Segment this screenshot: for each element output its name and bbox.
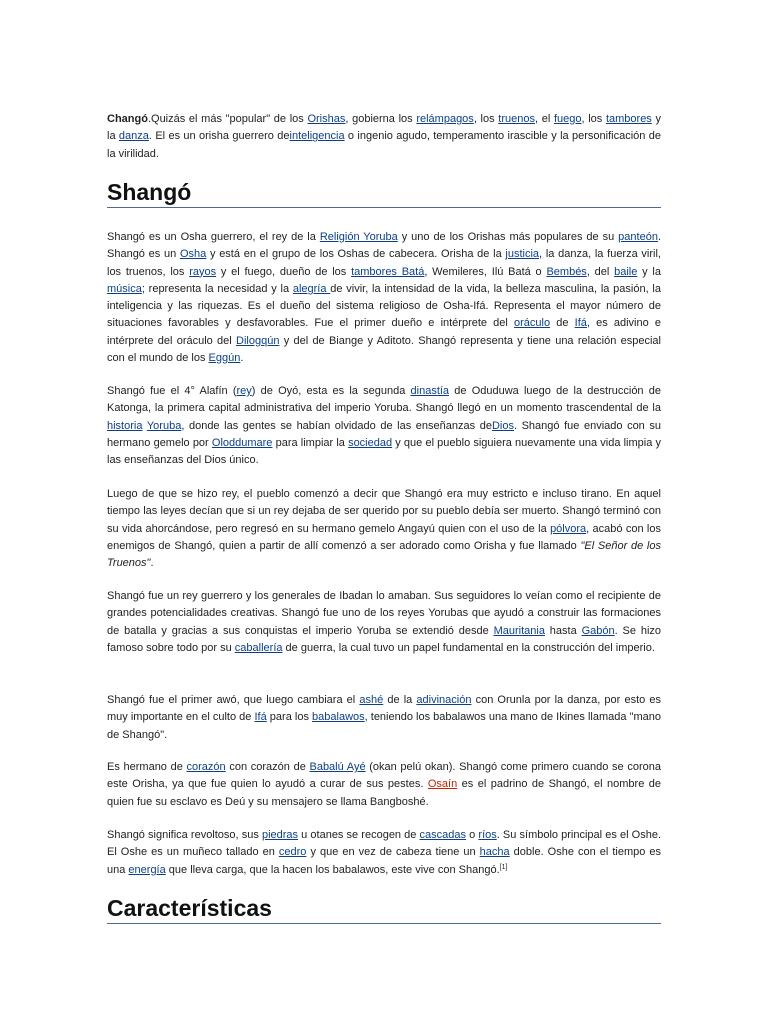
text-run: y que el pueblo siguiera nuevamente una vida limpia y las enseñanzas del Dios único. xyxy=(107,436,662,467)
wiki-link[interactable]: justicia xyxy=(505,248,540,261)
wiki-link[interactable]: baile xyxy=(614,265,638,278)
wiki-link[interactable]: cascadas xyxy=(419,829,467,841)
wiki-link[interactable]: sociedad xyxy=(348,436,393,449)
italic-quote: "El Señor de los Truenos" xyxy=(107,539,661,570)
text-run: de xyxy=(550,317,575,330)
text-run: Shangó es un Osha guerrero, el rey de la xyxy=(107,231,320,243)
text-run: , es adivino e intérprete del oráculo del xyxy=(107,317,661,347)
text-run: . xyxy=(240,352,244,365)
text-run: doble. Oshe con el tiempo es una xyxy=(107,846,661,876)
text-run: . Su símbolo principal es el Oshe. El Oshe es un muñeco tallado en xyxy=(107,829,662,859)
text-run: y uno de los Orishas más populares de su xyxy=(397,231,619,243)
text-run: u otanes se recogen de xyxy=(298,829,420,841)
wiki-link[interactable]: Eggún xyxy=(208,352,241,365)
wiki-link[interactable]: dinastía xyxy=(410,385,450,397)
text-run: y la xyxy=(637,265,661,278)
wiki-link[interactable]: energía xyxy=(128,863,166,876)
wiki-link[interactable]: pólvora xyxy=(550,522,587,535)
text-run: , los xyxy=(581,113,606,125)
wiki-link[interactable]: panteón xyxy=(618,231,658,243)
text-run: , acabó con los enemigos de Shangó, quien a partir de allí comenzó a ser adorado como Orisha y fue llamado xyxy=(107,522,661,552)
text-run: Es hermano de xyxy=(107,761,187,773)
text-run: y está en el grupo de los Oshas de cabecera. Orisha de la xyxy=(206,248,506,261)
text-run: o ingenio agudo, temperamento irascible y la personificación de la virilidad. xyxy=(107,130,661,160)
text-run: y que en vez de cabeza tiene un xyxy=(306,846,480,859)
text-run: ) de Oyó, esta es la segunda xyxy=(251,385,411,397)
text-run: y del de Biange y Aditoto. Shangó representa y tiene una relación especial con el mundo de los xyxy=(107,334,661,365)
wiki-link[interactable]: Osaín xyxy=(427,778,458,791)
paragraph-4 xyxy=(107,588,661,657)
paragraph-2 xyxy=(107,383,661,469)
text-run: es el padrino de Shangó, el nombre de quien fue su esclavo es Deú y su mensajero se llama Bangboshé. xyxy=(107,778,662,808)
text-run: , la danza, la fuerza viril, los truenos, los xyxy=(107,248,661,278)
wiki-link[interactable]: historia xyxy=(107,419,143,432)
heading-caracteristicas: Características xyxy=(107,894,661,924)
text-run: , del xyxy=(586,265,615,278)
bold-term: Changó xyxy=(107,113,148,125)
text-run: para los xyxy=(266,711,313,724)
wiki-link[interactable]: Religión Yoruba xyxy=(319,231,398,243)
wiki-link[interactable]: tambores Batá xyxy=(351,265,425,278)
paragraph-3 xyxy=(107,486,661,572)
wiki-link[interactable]: Dilogqún xyxy=(236,334,280,347)
wiki-link[interactable]: corazón xyxy=(186,761,226,773)
text-run: . Se hizo famoso sobre todo por su xyxy=(107,624,662,654)
text-run: de Oduduwa luego de la destrucción de Katonga, la primera capital administrativa del imperio Yoruba. Shangó llegó en un momento trascendental de la xyxy=(107,385,661,415)
text-run: . Shangó fue enviado con su hermano gemelo por xyxy=(107,419,661,449)
wiki-link[interactable]: Babalú Ayé xyxy=(309,761,366,773)
wiki-link[interactable]: música xyxy=(107,282,142,295)
wiki-link[interactable]: Ifá xyxy=(574,317,587,330)
heading-shango: Shangó xyxy=(107,178,661,208)
text-run: que lleva carga, que la hacen los babalawos, este vive con Shangó. xyxy=(165,863,500,876)
text-run: con corazón de xyxy=(225,761,310,773)
wiki-link[interactable]: cedro xyxy=(278,846,307,859)
wiki-link[interactable]: Dios xyxy=(491,419,514,432)
wiki-link[interactable]: hacha xyxy=(479,846,510,859)
text-run: Shangó fue el 4° Alafín ( xyxy=(107,385,237,397)
text-run: ; representa la necesidad y la xyxy=(141,282,293,295)
wiki-link[interactable]: fuego xyxy=(553,113,582,125)
text-run: Shangó fue el primer awó, que luego cambiara el xyxy=(107,694,360,706)
text-run: y el fuego, dueño de los xyxy=(216,265,352,278)
wiki-link[interactable]: babalawos xyxy=(312,711,365,724)
text-run: con Orunla por la danza, por esto es muy importante en el culto de xyxy=(107,694,661,724)
wiki-link[interactable]: ashé xyxy=(359,694,384,706)
intro-paragraph xyxy=(107,111,661,163)
wiki-link[interactable]: danza xyxy=(118,130,149,143)
wiki-link[interactable]: caballería xyxy=(234,641,283,654)
text-run: para limpiar la xyxy=(272,436,349,449)
wiki-link[interactable]: Yoruba xyxy=(146,419,182,432)
text-run: o xyxy=(466,829,479,841)
text-run: Shangó fue un rey guerrero y los generales de Ibadan lo amaban. Sus seguidores lo veían como el recipiente de grandes potencialidades creativas. Shangó fue uno de los reyes Yorubas que ayudó a construir las formaciones de batalla y gracias a sus conquistas el imperio Yoruba se extendió desde xyxy=(107,590,661,637)
text-run: , donde las gentes se habían olvidado de las enseñanzas de xyxy=(181,419,492,432)
wiki-link[interactable]: rey xyxy=(236,385,252,397)
wiki-link[interactable]: Osha xyxy=(179,248,207,261)
paragraph-6 xyxy=(107,759,661,811)
text-run: , teniendo los babalawos una mano de Ikines llamada "mano de Shangó". xyxy=(107,711,662,741)
text-run: .Quizás el más "popular" de los xyxy=(147,113,308,125)
text-run: de vivir, la intensidad de la vida, la belleza masculina, la pasión, la inteligencia y las riquezas. Es el dueño del sistema religioso de Osha-Ifá. Representa el mayor número de situaciones favorables y desfavorables. Fue el primer dueño e intérprete del xyxy=(107,282,661,330)
wiki-link[interactable]: Bembés xyxy=(546,265,587,278)
text-run: y la xyxy=(107,113,661,143)
wiki-link[interactable]: truenos xyxy=(498,113,535,125)
wiki-link[interactable]: rayos xyxy=(189,265,217,278)
wiki-link[interactable]: alegría xyxy=(292,282,331,295)
wiki-link[interactable]: adivinación xyxy=(416,694,472,706)
text-run: , Wemileres, Ilú Batá o xyxy=(424,265,547,278)
text-run: (okan pelú okan). Shangó come primero cuando se corona este Orisha, ya que fue quien lo ayudó a curar de sus pestes. xyxy=(107,761,661,791)
text-run: , gobierna los xyxy=(345,113,417,125)
text-run: Luego de que se hizo rey, el pueblo comenzó a decir que Shangó era muy estricto e incluso tirano. En aquel tiempo las leyes decían que si un rey dejaba de ser querido por su pueblo debía ser muerto. Shangó terminó con su vida ahorcándose, pero regresó en su hermano gemelo Angayú quien con el uso de la xyxy=(107,488,661,535)
paragraph-1 xyxy=(107,229,661,367)
wiki-link[interactable]: relámpagos xyxy=(416,113,474,125)
wiki-link[interactable]: piedras xyxy=(261,829,299,841)
wiki-link[interactable]: Mauritania xyxy=(493,624,545,637)
wiki-link[interactable]: inteligencia xyxy=(289,130,345,143)
wiki-link[interactable]: Ifá xyxy=(254,711,267,724)
wiki-link[interactable]: tambores xyxy=(605,113,652,125)
paragraph-5 xyxy=(107,692,661,744)
paragraph-7 xyxy=(107,827,661,879)
text-run: . xyxy=(150,557,154,570)
wiki-link[interactable]: oráculo xyxy=(514,317,551,330)
wiki-link[interactable]: Orishas xyxy=(307,113,346,125)
text-run: . Shangó es un xyxy=(107,231,661,261)
text-run: de la xyxy=(383,694,417,706)
wiki-link[interactable]: ríos xyxy=(478,829,497,841)
text-run: hasta xyxy=(544,624,582,637)
text-run: , los xyxy=(473,113,499,125)
text-run: , el xyxy=(534,113,554,125)
text-run: de guerra, la cual tuvo un papel fundamental en la construcción del imperio. xyxy=(282,641,655,654)
citation-ref[interactable]: [1] xyxy=(499,863,508,871)
text-run: . El es un orisha guerrero de xyxy=(148,130,290,143)
wiki-link[interactable]: Oloddumare xyxy=(211,436,273,449)
wiki-link[interactable]: Gabón xyxy=(581,624,615,637)
text-run: Shangó significa revoltoso, sus xyxy=(107,829,262,841)
